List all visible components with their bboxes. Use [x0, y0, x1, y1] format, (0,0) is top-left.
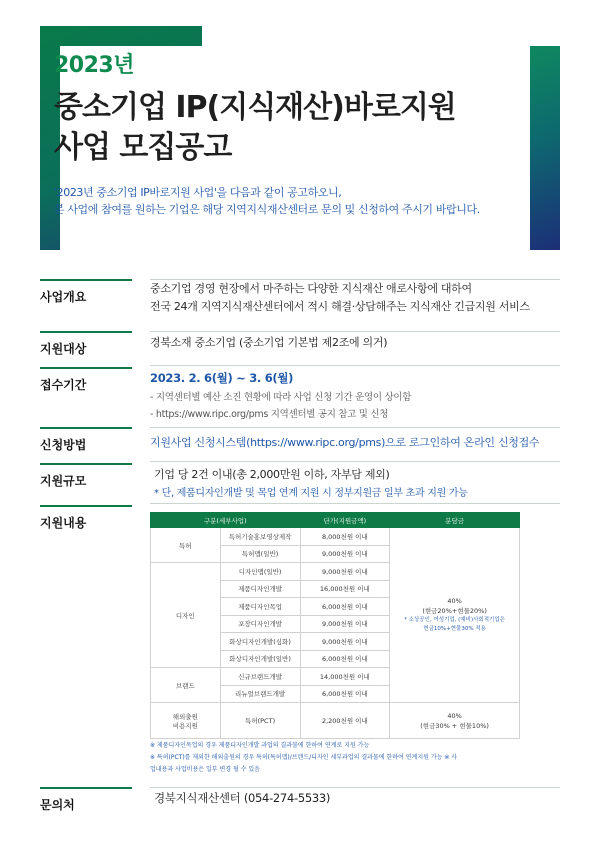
table-header-category: 구분(세부사업)	[151, 513, 301, 528]
table-note3: 업내용과 사업비용은 일부 변경 될 수 있음	[150, 766, 260, 773]
group-overseas-line2: 비용지원	[172, 721, 198, 730]
page-title-line2: 사업 모집공고	[54, 130, 232, 165]
row-cost: 9,000천원 이내	[300, 633, 390, 651]
share-main-note2: 현금10%+현물30% 적용	[423, 626, 486, 632]
method-text: 지원사업 신청시스템(https://www.ripc.org/pms)으로 로그인하여 온라인 신청접수	[150, 436, 540, 449]
row-sub: 제품디자인개발	[220, 580, 300, 598]
share-overseas-detail: (현금30% + 현물10%)	[420, 721, 489, 730]
row-sub: 디자인맵(일반)	[220, 563, 300, 581]
group-design: 디자인	[151, 563, 221, 668]
intro-text-line2: 본 사업에 참여를 원하는 기업은 해당 지역지식재산센터로 문의 및 신청하여 주시기 바랍니다.	[54, 203, 480, 216]
group-patent: 특허	[151, 528, 221, 563]
row-sub: 제품디자인목업	[220, 598, 300, 616]
table-header-share: 분담금	[390, 513, 520, 528]
section-label-scale: 지원규모	[40, 472, 132, 489]
section-label-overview: 사업개요	[40, 288, 132, 305]
group-overseas-line1: 해외출원	[172, 712, 198, 721]
row-cost: 16,000천원 이내	[300, 580, 390, 598]
scale-note: * 단, 제품디자인개발 및 목업 연계 지원 시 정부지원금 일부 초과 지원 가능	[154, 488, 468, 499]
section-divider	[150, 331, 560, 332]
overview-text-line2: 전국 24개 지역지식재산센터에서 적시 해결·상담해주는 지식재산 긴급지원 서비스	[150, 300, 530, 313]
row-cost: 14,000천원 이내	[300, 668, 390, 686]
section-label-content: 지원내용	[40, 514, 132, 531]
share-overseas-cell	[390, 703, 520, 739]
section-label-period: 접수기간	[40, 376, 132, 393]
section-divider	[150, 427, 560, 428]
row-sub: 특허기술홍보영상제작	[220, 528, 300, 546]
section-divider	[150, 365, 560, 366]
row-cost: 6,000천원 이내	[300, 685, 390, 703]
table-note2: ※ 특허(PCT)를 제외한 해외출원의 경우 특허(특허맵)/브랜드/디자인 세부과업의 결과물에 한하여 연계지원 가능 ※ 사	[150, 754, 458, 761]
target-text: 경북소재 중소기업 (중소기업 기본법 제2조에 의거)	[150, 336, 388, 349]
table-row	[151, 528, 520, 546]
row-cost: 6,000천원 이내	[300, 598, 390, 616]
share-main-note1: * 소상공인, 여성기업, (예비)사회적기업은	[404, 617, 505, 623]
period-dates: 2023. 2. 6(월) ~ 3. 6(월)	[150, 371, 294, 385]
share-main-cell	[390, 528, 520, 703]
overview-text-line1: 중소기업 경영 현장에서 마주하는 다양한 지식재산 애로사항에 대하여	[150, 282, 472, 295]
row-sub: 포장디자인개발	[220, 615, 300, 633]
section-divider	[150, 787, 560, 788]
intro-text-line1: '2023년 중소기업 IP바로지원 사업'을 다음과 같이 공고하오니,	[54, 186, 342, 199]
section-label-contact: 문의처	[40, 796, 132, 813]
share-main-pct: 40%	[447, 597, 462, 605]
row-cost: 8,000천원 이내	[300, 528, 390, 546]
group-brand: 브랜드	[151, 668, 221, 703]
row-cost: 9,000천원 이내	[300, 563, 390, 581]
row-sub: 특허맵(일반)	[220, 545, 300, 563]
row-cost: 9,000천원 이내	[300, 545, 390, 563]
table-header-cost: 단가(지원금액)	[300, 513, 390, 528]
period-note1: - 지역센터별 예산 소진 현황에 따라 사업 신청 기간 운영이 상이함	[150, 392, 412, 403]
share-main-detail: (현금20%+현물20%)	[422, 607, 487, 615]
page-title-line1: 중소기업 IP(지식재산)바로지원	[54, 90, 456, 125]
table-note1: ※ 제품디자인목업의 경우 제품디자인개발 과업의 결과물에 한하여 연계로 지원 가능	[150, 742, 370, 749]
section-divider	[150, 503, 560, 504]
period-note2: - https://www.ripc.org/pms 지역센터별 공지 참고 및 신청	[150, 409, 389, 420]
section-label-method: 신청방법	[40, 436, 132, 453]
share-overseas-pct: 40%	[447, 711, 462, 720]
row-sub: 신규브랜드개발	[220, 668, 300, 686]
contact-text: 경북지식재산센터 (054-274-5533)	[154, 791, 331, 805]
section-divider	[150, 461, 560, 462]
section-label-target: 지원대상	[40, 340, 132, 357]
group-overseas	[151, 703, 221, 739]
table-row	[151, 703, 520, 739]
row-sub: 화상디자인개발(일반)	[220, 650, 300, 668]
row-cost: 9,000천원 이내	[300, 615, 390, 633]
row-sub: 리뉴얼브랜드개발	[220, 685, 300, 703]
support-content-table	[150, 512, 520, 739]
row-sub: 화상디자인개발(심화)	[220, 633, 300, 651]
scale-text: 기업 당 2건 이내(총 2,000만원 이하, 자부담 제외)	[154, 468, 390, 481]
notice-year: 2023년	[54, 53, 134, 78]
row-cost: 2,200천원 이내	[300, 703, 390, 739]
table-notes	[150, 740, 520, 776]
row-sub: 특허(PCT)	[220, 703, 300, 739]
row-cost: 6,000천원 이내	[300, 650, 390, 668]
